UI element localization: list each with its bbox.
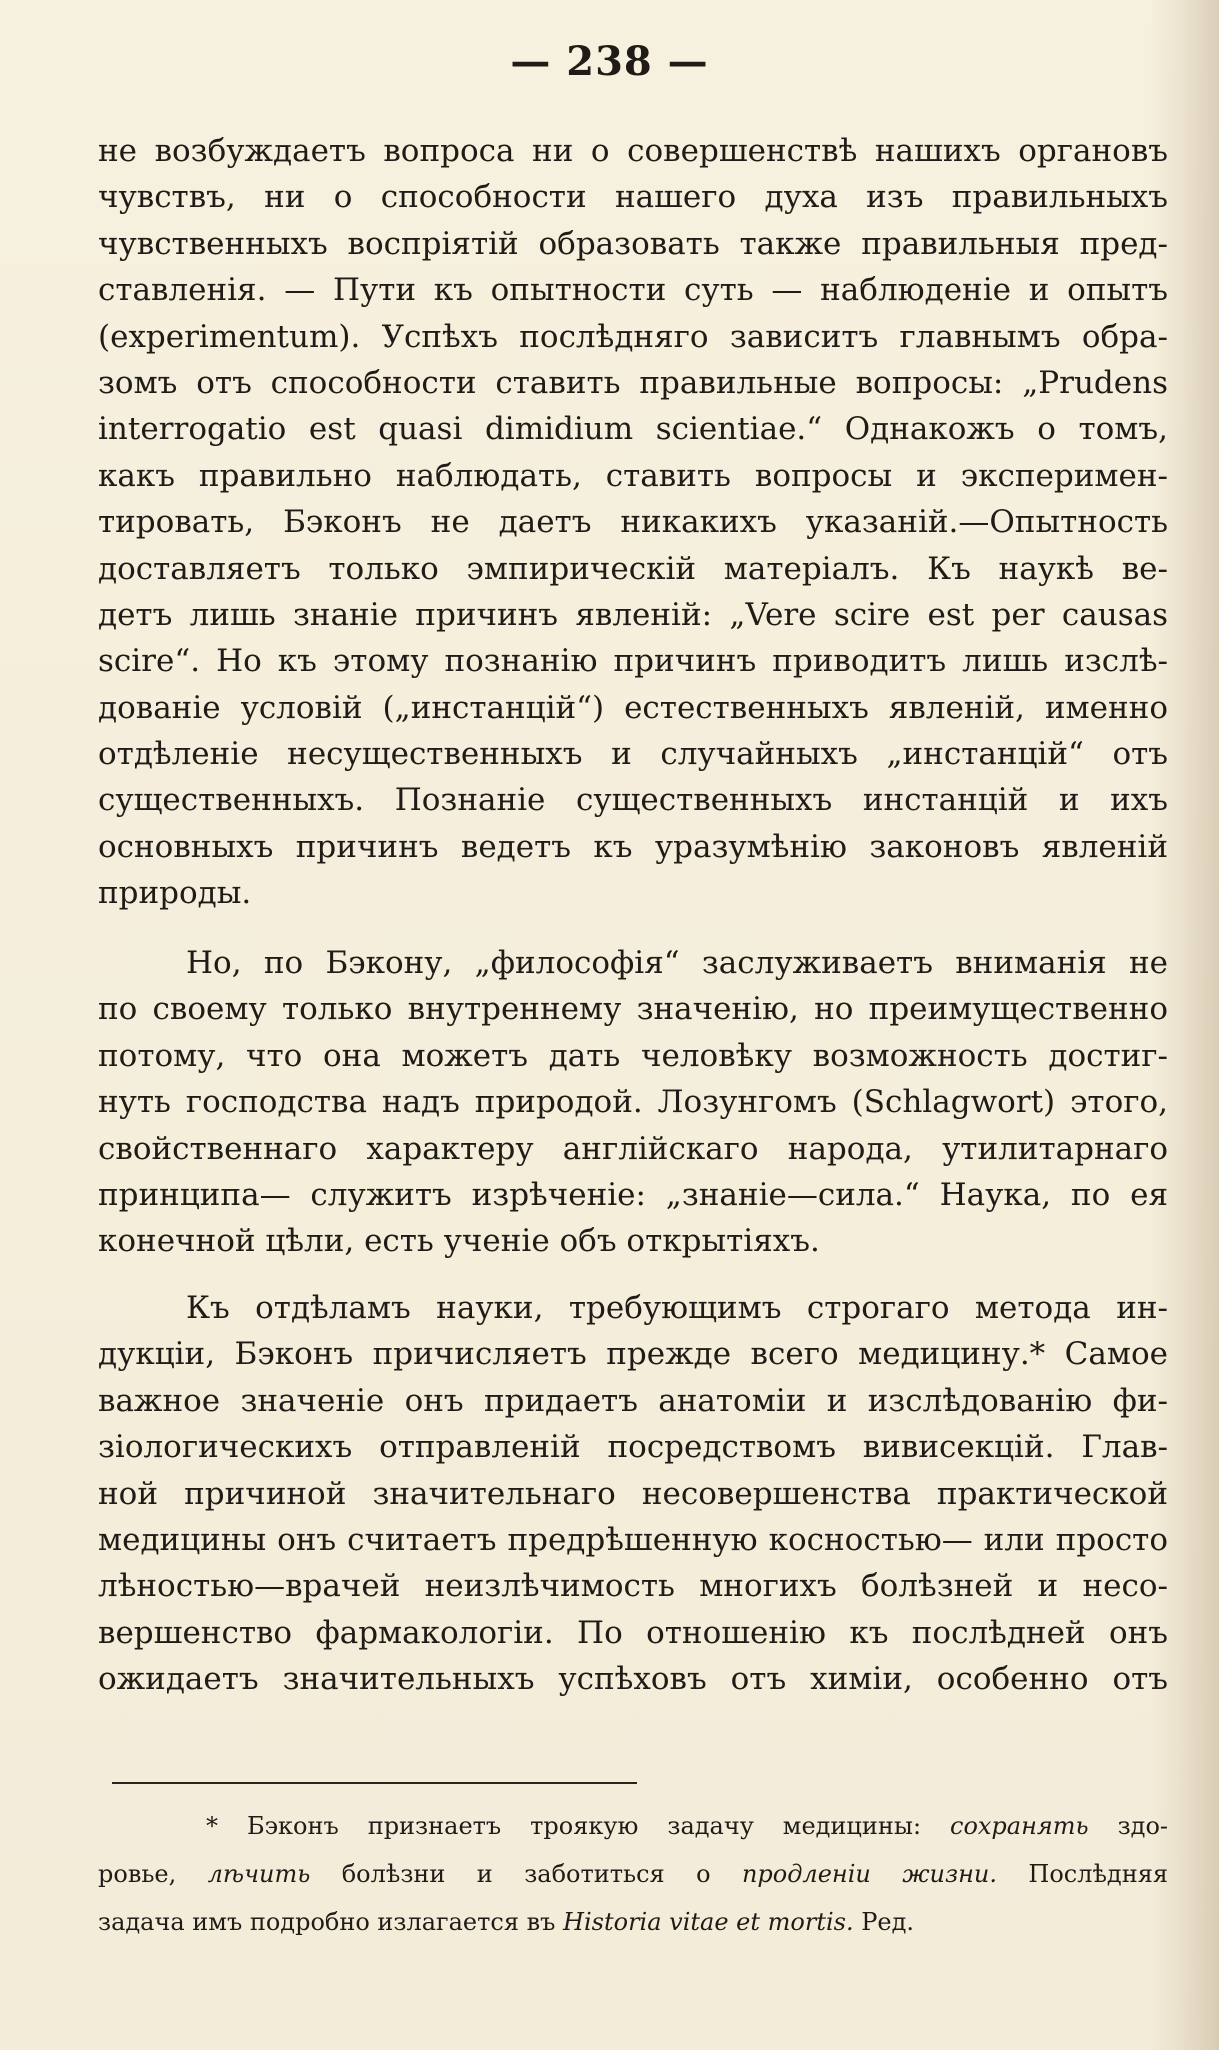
text-line: чувственныхъ воспріятій образовать также правильныя пред- xyxy=(98,225,1168,262)
text-line: тировать, Бэконъ не даетъ никакихъ указаній.—Опытность xyxy=(98,504,1168,541)
footnote-text: * Бэконъ признаетъ троякую задачу медицины: xyxy=(206,1812,950,1840)
text-line: важное значеніе онъ придаетъ анатоміи и изслѣдованію фи- xyxy=(98,1382,1168,1419)
text-line: медицины онъ считаетъ предрѣшенную косностью— или просто xyxy=(98,1521,1168,1558)
footnote-italic: сохранять xyxy=(950,1812,1089,1840)
text-line: Къ отдѣламъ науки, требующимъ строгаго метода ин- xyxy=(186,1290,1168,1326)
text-line: конечной цѣли, есть ученіе объ открытіяхъ. xyxy=(98,1223,820,1260)
footnote-line xyxy=(98,1898,1168,1946)
paragraph-1 xyxy=(98,128,1168,917)
footnote-text: Послѣдняя xyxy=(996,1860,1168,1888)
text-line: зіологическихъ отправленій посредствомъ вивисекцій. Глав- xyxy=(98,1429,1168,1466)
text-line: детъ лишь знаніе причинъ явленій: „Vere scire est per causas xyxy=(98,596,1168,633)
footnote-text: болѣзни и заботиться о xyxy=(310,1860,742,1888)
footnote-divider xyxy=(112,1782,637,1784)
footnote-text: здо- xyxy=(1088,1812,1168,1840)
text-line: не возбуждаетъ вопроса ни о совершенствѣ нашихъ органовъ xyxy=(98,133,1168,169)
text-line: scire“. Но къ этому познанію причинъ приводитъ лишь изслѣ- xyxy=(98,643,1168,680)
text-line: нуть господства надъ природой. Лозунгомъ (Schlagwort) этого, xyxy=(98,1084,1168,1121)
footnote-block xyxy=(98,1802,1168,1946)
text-line: interrogatio est quasi dimidium scientiae.“ Однакожъ о томъ, xyxy=(98,411,1168,448)
footnote-line xyxy=(98,1802,1168,1850)
text-line: доставляетъ только эмпирическій матеріалъ. Къ наукѣ ве- xyxy=(98,550,1168,587)
text-line: зомъ отъ способности ставить правильные вопросы: „Prudens xyxy=(98,364,1168,401)
footnote-text: задача имъ подробно излагается въ xyxy=(98,1908,564,1936)
text-line: дукціи, Бэконъ причисляетъ прежде всего медицину.* Самое xyxy=(98,1336,1168,1373)
text-line: природы. xyxy=(98,875,252,912)
paragraph-3 xyxy=(98,1285,1168,1703)
page-number: — 238 — xyxy=(510,38,709,85)
text-line: отдѣленіе несущественныхъ и случайныхъ „инстанцій“ отъ xyxy=(98,736,1168,773)
footnote-text: Ред. xyxy=(853,1908,914,1936)
text-line: (experimentum). Успѣхъ послѣдняго зависитъ главнымъ обра- xyxy=(98,318,1168,355)
paragraph-2 xyxy=(98,940,1168,1265)
text-line: Но, по Бэкону, „философія“ заслуживаетъ вниманія не xyxy=(186,945,1168,981)
text-line: основныхъ причинъ ведетъ къ уразумѣнію законовъ явленій xyxy=(98,828,1168,865)
text-line: принципа— служитъ изрѣченіе: „знаніе—сила.“ Наука, по ея xyxy=(98,1176,1168,1213)
footnote-italic: Historia vitae et mortis. xyxy=(563,1908,854,1936)
text-line: потому, что она можетъ дать человѣку возможность достиг- xyxy=(98,1037,1168,1074)
footnote-text: ровье, xyxy=(98,1860,208,1888)
text-line: ной причиной значительнаго несовершенства практической xyxy=(98,1475,1168,1512)
text-line: вершенство фармакологіи. По отношенію къ послѣдней онъ xyxy=(98,1614,1168,1651)
text-line: существенныхъ. Познаніе существенныхъ инстанцій и ихъ xyxy=(98,782,1168,819)
text-line: ставленія. — Пути къ опытности суть — наблюденіе и опытъ xyxy=(98,272,1168,309)
text-line: лѣностью—врачей неизлѣчимость многихъ болѣзней и несо- xyxy=(98,1568,1168,1605)
footnote-italic: продленіи жизни. xyxy=(741,1860,997,1888)
text-line: чувствъ, ни о способности нашего духа изъ правильныхъ xyxy=(98,179,1168,216)
text-line: ожидаетъ значительныхъ успѣховъ отъ химіи, особенно отъ xyxy=(98,1661,1168,1698)
text-line: какъ правильно наблюдать, ставить вопросы и эксперимен- xyxy=(98,457,1168,494)
footnote-italic: лѣчить xyxy=(207,1860,311,1888)
footnote-line xyxy=(98,1850,1168,1898)
text-line: по своему только внутреннему значенію, но преимущественно xyxy=(98,991,1168,1028)
text-line: свойственнаго характеру англійскаго народа, утилитарнаго xyxy=(98,1130,1168,1167)
text-line: дованіе условій („инстанцій“) естественныхъ явленій, именно xyxy=(98,689,1168,726)
